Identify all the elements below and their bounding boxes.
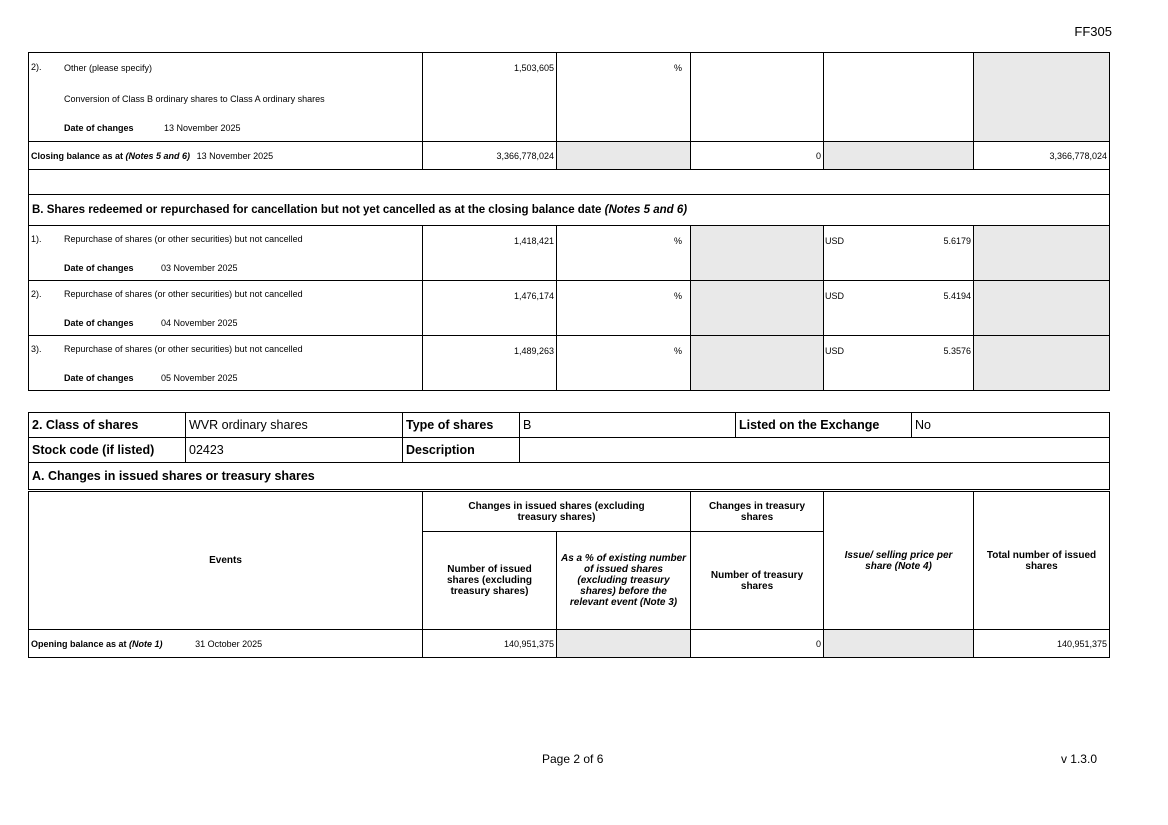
row-label: Other (please specify) [64,63,153,73]
listed-label: Listed on the Exchange [736,413,912,438]
changes-table-class-a [28,52,1110,391]
total-header: Total number of issued shares [974,492,1110,630]
price-header: Issue/ selling price per share (Note 4) [824,492,974,630]
row-label: Repurchase of shares (or other securities) but not cancelled [64,234,303,244]
opening-notes: (Note 1) [129,638,163,649]
row-label: Repurchase of shares (or other securities) but not cancelled [64,344,303,354]
price: 5.3576 [943,346,971,356]
class-value: WVR ordinary shares [186,413,403,438]
row-index: 2). [31,62,42,72]
closing-label: Closing balance as at [31,150,124,161]
description-value [520,438,1110,463]
num-treasury-header: Number of treasury shares [691,532,824,630]
row-label: Repurchase of shares (or other securities) but not cancelled [64,289,303,299]
closing-notes: (Notes 5 and 6) [125,150,191,161]
currency: USD [825,236,845,246]
type-label: Type of shares [403,413,520,438]
opening-total: 140,951,375 [974,630,1110,658]
page-number: Page 2 of 6 [542,752,604,766]
date-label: Date of changes [64,263,134,273]
num-issued-header: Number of issued shares (excluding treasury shares) [423,532,557,630]
closing-total: 3,366,778,024 [974,142,1110,170]
section-b-title: B. Shares redeemed or repurchased for cancellation but not yet cancelled as at the closing balance date (Notes 5 and 6) [29,195,1110,226]
section-a-title: A. Changes in issued shares or treasury shares [29,463,1110,490]
pct-sign: % [673,63,682,73]
stock-code-value: 02423 [186,438,403,463]
issued-number: 1,418,421 [513,236,554,246]
description-label: Description [403,438,520,463]
pct-sign: % [673,346,682,356]
row-index: 2). [31,289,42,299]
table-row [29,226,1110,281]
version: v 1.3.0 [1060,752,1097,766]
currency: USD [825,346,845,356]
table-row [29,281,1110,336]
row-index: 1). [31,234,42,244]
date-label: Date of changes [64,123,134,133]
opening-balance-row [29,630,1110,658]
type-value: B [520,413,736,438]
row-description: Conversion of Class B ordinary shares to Class A ordinary shares [64,94,325,104]
stock-code-label: Stock code (if listed) [29,438,186,463]
events-header: Events [29,492,423,630]
issued-number: 1,489,263 [513,346,554,356]
pct-sign: % [673,291,682,301]
row-index: 3). [31,344,42,354]
opening-treasury: 0 [691,630,824,658]
listed-value: No [912,413,1110,438]
closing-treasury: 0 [691,142,824,170]
closing-balance-row [29,142,1110,170]
class-info-table [28,412,1110,490]
opening-number: 140,951,375 [423,630,557,658]
table-row [29,336,1110,391]
date-value: 13 November 2025 [164,123,241,133]
currency: USD [825,291,845,301]
class-label: 2. Class of shares [29,413,186,438]
date-label: Date of changes [64,318,134,328]
form-code: FF305 [1074,24,1112,39]
date-value: 03 November 2025 [161,263,238,273]
opening-label: Opening balance as at [31,638,127,649]
changes-issued-header: Changes in issued shares (excluding treasury shares) [423,492,691,532]
closing-date: 13 November 2025 [196,150,274,161]
closing-number: 3,366,778,024 [423,142,557,170]
opening-date: 31 October 2025 [195,638,263,649]
issued-number: 1,503,605 [513,63,554,73]
table-row-other [29,53,1110,142]
price: 5.6179 [943,236,971,246]
date-value: 04 November 2025 [161,318,238,328]
pct-existing-header: As a % of existing number of issued shares (excluding treasury shares) before the relevant event (Note 3) [557,532,691,630]
date-value: 05 November 2025 [161,373,238,383]
changes-table-class-b [28,491,1110,658]
pct-sign: % [673,236,682,246]
changes-treasury-header: Changes in treasury shares [691,492,824,532]
issued-number: 1,476,174 [513,291,554,301]
date-label: Date of changes [64,373,134,383]
price: 5.4194 [943,291,971,301]
